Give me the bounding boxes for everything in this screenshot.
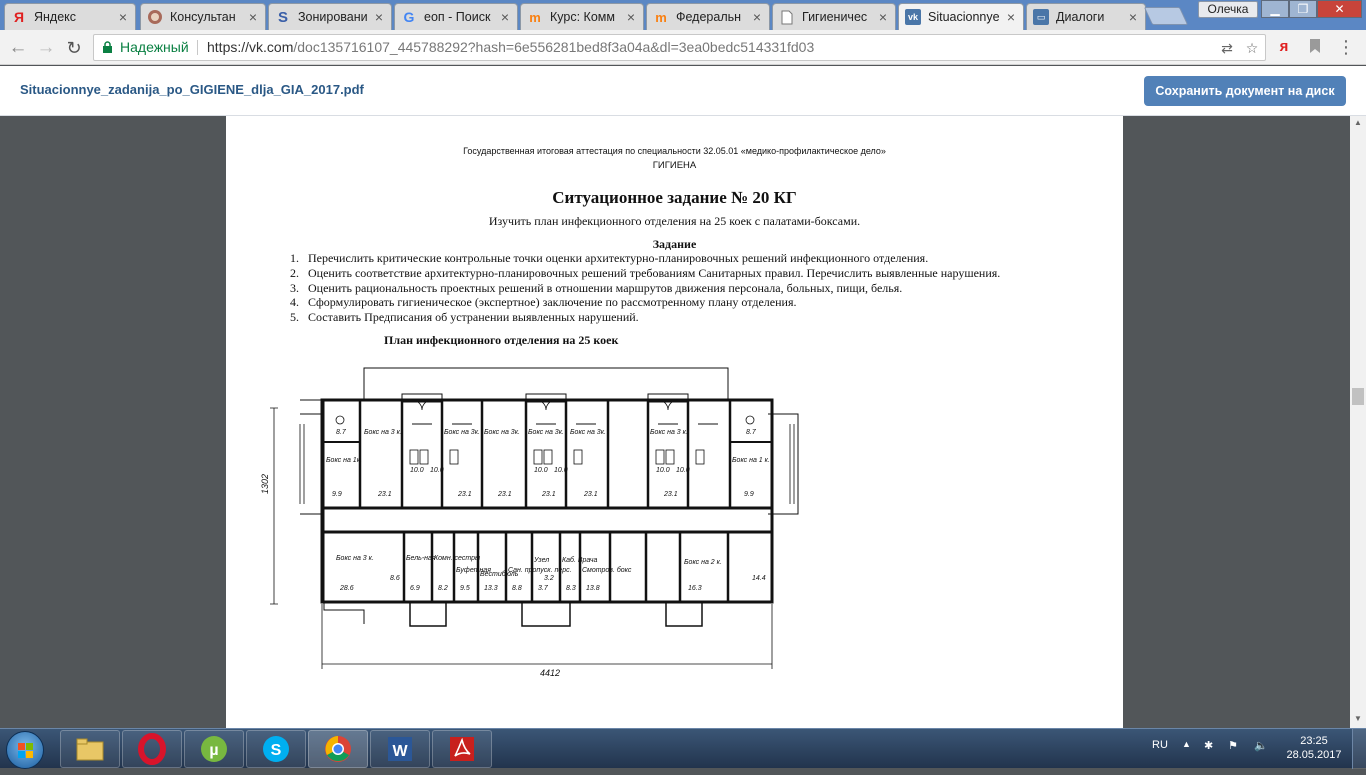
svg-text:W: W: [392, 743, 408, 760]
plan-room-area: 23.1: [458, 491, 472, 498]
plan-room-name: Бокс на 3к.: [570, 429, 606, 436]
plan-area-label: 10.0: [430, 467, 444, 474]
plan-area-label: 10.0: [656, 467, 670, 474]
plan-room-name: Бель-ная: [406, 555, 436, 562]
close-icon[interactable]: ×: [1128, 9, 1138, 25]
task-item: [290, 281, 1090, 296]
tab-title: Situacionnye: [928, 10, 1000, 24]
plan-room-area: 13.3: [484, 585, 498, 592]
tab-title: Консультан: [170, 10, 236, 24]
plan-room-name: Бокс на 3 к.: [364, 429, 402, 436]
plan-room-name: Бокс на 3 к.: [650, 429, 688, 436]
plan-area-label: 10.0: [554, 467, 568, 474]
tab-consultant[interactable]: [140, 3, 266, 30]
tab-situacionnye[interactable]: [898, 3, 1024, 30]
dim-height-label: 1302: [260, 473, 270, 494]
plan-room-area: 23.1: [498, 491, 512, 498]
doc-subtitle: Изучить план инфекционного отделения на 25 коек с палатами-боксами.: [488, 214, 861, 228]
task-text: Составить Предписания об устранении выявленных нарушений.: [308, 310, 639, 325]
start-button[interactable]: [6, 731, 44, 769]
plan-area-label: 10.0: [676, 467, 690, 474]
tab-zoning[interactable]: [268, 3, 392, 30]
plan-room-name: Бокс на 1к.: [326, 457, 362, 464]
tab-dialogs[interactable]: [1026, 3, 1146, 30]
task-number: 3.: [290, 280, 299, 295]
yandex-extension-icon[interactable]: я: [1279, 38, 1289, 55]
task-number: 5.: [290, 310, 299, 325]
task-item: [290, 310, 1090, 325]
plan-room-area: 9.9: [744, 491, 754, 498]
scrollbar-thumb[interactable]: [1352, 388, 1364, 405]
scrollbar[interactable]: [1350, 116, 1366, 728]
plan-room-area: 16.3: [688, 585, 702, 592]
taskbar-word[interactable]: [370, 730, 430, 768]
plan-room-area: 23.1: [378, 491, 392, 498]
close-icon[interactable]: ×: [752, 9, 762, 25]
plan-area-label: 3.2: [544, 575, 554, 582]
minimize-button[interactable]: ▁: [1261, 0, 1289, 18]
yandex-icon: Я: [13, 9, 25, 25]
doc-title: Ситуационное задание № 20 КГ: [552, 188, 797, 207]
opera-icon: [138, 734, 166, 764]
plan-room-name: Смотров. бокс: [582, 567, 632, 574]
taskbar-opera[interactable]: [122, 730, 182, 768]
network-tray-icon[interactable]: ✱: [1204, 740, 1214, 752]
plan-room-name: Бокс на 3 к.: [336, 555, 374, 562]
plan-room-name: Каб. Врача: [562, 557, 598, 564]
plan-room-area: 8.2: [438, 585, 448, 592]
folder-icon: [75, 736, 105, 762]
save-to-disk-button[interactable]: Сохранить документ на диск: [1144, 76, 1346, 106]
plan-area-label: 10.0: [534, 467, 548, 474]
plan-room-name: Бокс на 3к.: [444, 429, 480, 436]
new-tab-button[interactable]: [1144, 7, 1188, 25]
tab-title: Федеральн: [676, 10, 742, 24]
tab-title: еоп - Поиск: [424, 10, 491, 24]
menu-icon[interactable]: ⋮: [1337, 37, 1355, 57]
plan-room-name: Бокс на 3к.: [528, 429, 564, 436]
taskbar-skype[interactable]: [246, 730, 306, 768]
task-text: Перечислить критические контрольные точки оценки архитектурно-планировочных решений инфекционного отделения.: [308, 251, 929, 265]
doc-header-line: Государственная итоговая аттестация по специальности 32.05.01 «медико-профилактическое дело»: [463, 146, 886, 156]
browser-toolbar: [0, 30, 1366, 65]
tab-title: Диалоги: [1056, 10, 1105, 24]
google-icon: G: [403, 9, 415, 25]
pdf-viewer: [0, 116, 1350, 728]
svg-text:µ: µ: [209, 742, 219, 759]
bookmark-flag-icon[interactable]: [1305, 37, 1325, 57]
taskbar-utorrent[interactable]: [184, 730, 244, 768]
back-icon[interactable]: ←: [8, 37, 28, 58]
plan-area-label: 10.0: [410, 467, 424, 474]
tab-strip: [0, 0, 1366, 30]
plan-room-name: Буфетная: [456, 567, 491, 574]
doc-subject: ГИГИЕНА: [652, 160, 697, 171]
windows-logo-icon: [7, 732, 45, 770]
url-scheme: https://: [207, 39, 250, 55]
plan-room-name: Комн. сестры: [434, 555, 481, 562]
bookmark-star-icon[interactable]: ☆: [1245, 40, 1259, 56]
taskbar-chrome[interactable]: [308, 730, 368, 768]
tab-title: Яндекс: [34, 10, 77, 24]
task-number: 1.: [290, 251, 299, 265]
plan-room-area: 9.9: [332, 491, 342, 498]
volume-tray-icon[interactable]: 🔈: [1254, 740, 1268, 752]
plan-room-area: 28.6: [340, 585, 354, 592]
tab-title: Зонировани: [298, 10, 368, 24]
tab-course[interactable]: [520, 3, 644, 30]
pdf-page: [226, 116, 1123, 756]
tab-title: Курс: Комм: [550, 10, 615, 24]
tab-hygiene[interactable]: [772, 3, 896, 30]
task-number: 4.: [290, 295, 299, 310]
plan-room-name: Бокс на 2 к.: [684, 559, 722, 566]
profile-button[interactable]: Олечка: [1198, 1, 1258, 18]
plan-room-name: Бокс на 1 к.: [732, 457, 770, 464]
plan-room-area: 23.1: [542, 491, 556, 498]
moodle-icon: m: [655, 9, 667, 25]
plan-area-label: 8.7: [746, 429, 756, 436]
secure-label: Надежный: [120, 39, 189, 55]
clock-time: 23:25: [1300, 735, 1328, 747]
taskbar-explorer[interactable]: [60, 730, 120, 768]
word-icon: [385, 734, 415, 764]
consultant-icon: [147, 9, 163, 25]
plan-area-label: 14.4: [752, 575, 766, 582]
url-text[interactable]: [207, 35, 814, 60]
vk-icon: vk: [905, 9, 921, 25]
tray-expand-icon[interactable]: ▲: [1182, 739, 1191, 749]
moodle-icon: m: [529, 9, 541, 25]
close-window-button[interactable]: ✕: [1317, 0, 1362, 18]
s-icon: S: [277, 8, 288, 26]
tab-federal[interactable]: [646, 3, 770, 30]
dim-width-label: 4412: [540, 668, 561, 678]
plan-room-area: 9.5: [460, 585, 470, 592]
plan-room-area: 8.3: [566, 585, 576, 592]
chrome-icon: [323, 734, 353, 764]
address-bar[interactable]: [93, 34, 1266, 61]
close-icon[interactable]: ×: [1006, 9, 1016, 25]
task-item: [290, 295, 1090, 310]
document-header: [0, 66, 1366, 116]
clock-date: 28.05.2017: [1286, 749, 1342, 761]
clock[interactable]: [1282, 734, 1346, 762]
tasks-list: [290, 251, 1090, 325]
plan-room-area: 3.7: [538, 585, 548, 592]
close-icon[interactable]: ×: [248, 9, 258, 25]
plan-room-name: Сан. пропуск. перс.: [508, 567, 572, 574]
utorrent-icon: [199, 734, 229, 764]
taskbar-acrobat[interactable]: [432, 730, 492, 768]
close-icon[interactable]: ×: [374, 9, 384, 25]
plan-area-label: 8.6: [390, 575, 400, 582]
plan-room-area: 23.1: [664, 491, 678, 498]
skype-icon: [261, 734, 291, 764]
plan-room-name: Вестибюль: [480, 571, 519, 578]
task-text: Оценить соответствие архитектурно-планировочных решений требованиям Санитарных правил. Перечислить выявленные нарушения.: [308, 265, 1001, 280]
language-indicator[interactable]: RU: [1152, 739, 1168, 751]
page-icon: [779, 9, 795, 25]
floor-plan: [260, 364, 815, 679]
task-text: Оценить рациональность проектных решений в отношении маршрутов движения персонала, больных, пищи, белья.: [308, 280, 903, 295]
maximize-button[interactable]: ❐: [1289, 0, 1317, 18]
plan-room-name: Узел: [534, 557, 550, 564]
plan-area-label: 8.7: [336, 429, 346, 436]
plan-room-area: 6.9: [410, 585, 420, 592]
tasks-heading: Задание: [652, 237, 697, 251]
windows-taskbar: [0, 728, 1366, 768]
task-item: [290, 266, 1090, 281]
reload-icon[interactable]: ↻: [66, 38, 82, 58]
tab-google-search[interactable]: [394, 3, 518, 30]
show-desktop-button[interactable]: [1352, 729, 1366, 769]
plan-title: План инфекционного отделения на 25 коек: [384, 333, 619, 347]
separator: [197, 40, 198, 55]
tab-title: Гигиеничес: [802, 10, 868, 24]
close-icon[interactable]: ×: [500, 9, 510, 25]
translate-icon[interactable]: ⇄: [1221, 40, 1233, 56]
scroll-up-icon[interactable]: ▲: [1354, 118, 1362, 127]
task-text: Сформулировать гигиеническое (экспертное) заключение по рассмотренному плану отделения.: [308, 295, 797, 310]
plan-room-area: 23.1: [584, 491, 598, 498]
url-path: /doc135716107_445788292?hash=6e556281bed8f3a04a&dl=3ea0bedc514331fd03: [293, 39, 815, 55]
svg-text:S: S: [270, 742, 282, 759]
task-item: [290, 251, 1090, 266]
vk-dialog-icon: ▭: [1033, 9, 1049, 25]
tab-yandex[interactable]: [4, 3, 136, 30]
url-host: vk.com: [249, 39, 294, 55]
scroll-down-icon[interactable]: ▼: [1354, 714, 1362, 723]
lock-icon: [102, 41, 113, 54]
task-number: 2.: [290, 265, 299, 280]
document-name[interactable]: Situacionnye_zadanija_po_GIGIENE_dlja_GIA_2017.pdf: [20, 82, 364, 97]
acrobat-icon: [447, 734, 477, 764]
close-icon[interactable]: ×: [626, 9, 636, 25]
close-icon[interactable]: ×: [878, 9, 888, 25]
forward-icon[interactable]: →: [36, 37, 56, 58]
plan-room-area: 8.8: [512, 585, 522, 592]
flag-tray-icon[interactable]: ⚑: [1228, 740, 1238, 752]
plan-room-name: Бокс на 3к.: [484, 429, 520, 436]
plan-room-area: 13.8: [586, 585, 600, 592]
close-icon[interactable]: ×: [118, 9, 128, 25]
